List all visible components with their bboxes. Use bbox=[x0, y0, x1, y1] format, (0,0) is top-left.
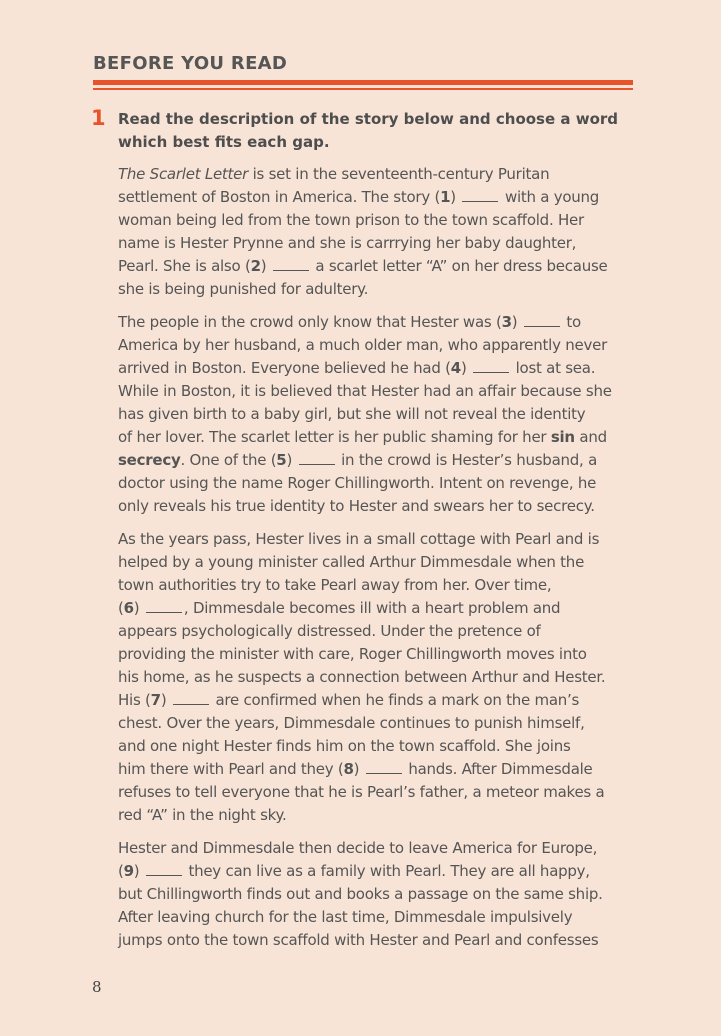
text-line: jumps onto the town scaffold with Hester and Pearl and confesses bbox=[118, 931, 599, 949]
text-segment: hands. After Dimmesdale bbox=[403, 760, 593, 778]
text-line: name is Hester Prynne and she is carrrying her baby daughter, bbox=[118, 234, 577, 252]
title-rule-thick bbox=[93, 80, 633, 85]
gap-blank-9 bbox=[146, 863, 182, 876]
text-line: she is being punished for adultery. bbox=[118, 280, 369, 298]
gap-number-2: 2 bbox=[250, 257, 261, 275]
paragraph-3 bbox=[118, 528, 638, 827]
gap-blank-5 bbox=[299, 452, 335, 465]
book-title: The Scarlet Letter bbox=[118, 165, 249, 183]
text-line: As the years pass, Hester lives in a small cottage with Pearl and is bbox=[118, 530, 600, 548]
text-segment: are confirmed when he finds a mark on the man’s bbox=[210, 691, 580, 709]
text-segment: of her lover. The scarlet letter is her public shaming for her bbox=[118, 428, 551, 446]
gap-blank-1 bbox=[462, 189, 498, 202]
instruction-line-1: Read the description of the story below and choose a word bbox=[118, 110, 619, 128]
text-line: chest. Over the years, Dimmesdale continues to punish himself, bbox=[118, 714, 585, 732]
paragraph-1 bbox=[118, 163, 638, 301]
text-segment: The people in the crowd only know that Hester was ( bbox=[118, 313, 502, 331]
text-line bbox=[118, 311, 638, 334]
text-line bbox=[118, 449, 638, 472]
text-line: providing the minister with care, Roger Chillingworth moves into bbox=[118, 645, 587, 663]
gap-number-5: 5 bbox=[276, 451, 287, 469]
text-line: town authorities try to take Pearl away from her. Over time, bbox=[118, 576, 552, 594]
gap-number-4: 4 bbox=[450, 359, 461, 377]
text-segment: a scarlet letter “A” on her dress because bbox=[310, 257, 608, 275]
text-segment: ) bbox=[286, 451, 297, 469]
text-segment: ) bbox=[460, 359, 472, 377]
text-line bbox=[118, 357, 638, 380]
gap-blank-6 bbox=[146, 600, 182, 613]
text-segment: His ( bbox=[118, 691, 151, 709]
text-segment: ) bbox=[133, 599, 144, 617]
text-segment: they can live as a family with Pearl. They are all happy, bbox=[183, 862, 590, 880]
text-line bbox=[118, 186, 638, 209]
text-segment: ( bbox=[118, 599, 124, 617]
text-segment: settlement of Boston in America. The story ( bbox=[118, 188, 441, 206]
gap-number-8: 8 bbox=[343, 760, 354, 778]
gap-number-7: 7 bbox=[150, 691, 161, 709]
text-line: has given birth to a baby girl, but she will not reveal the identity bbox=[118, 405, 586, 423]
text-segment: ) bbox=[450, 188, 461, 206]
gap-number-9: 9 bbox=[123, 862, 134, 880]
text-segment: arrived in Boston. Everyone believed he had ( bbox=[118, 359, 451, 377]
gap-blank-8 bbox=[366, 761, 402, 774]
vocab-word-secrecy: secrecy bbox=[118, 451, 181, 469]
paragraph-4 bbox=[118, 837, 638, 952]
gap-blank-7 bbox=[173, 692, 209, 705]
text-segment: in the crowd is Hester’s husband, a bbox=[336, 451, 598, 469]
text-segment: . One of the ( bbox=[180, 451, 277, 469]
text-line: doctor using the name Roger Chillingworth. Intent on revenge, he bbox=[118, 474, 597, 492]
text-segment: ) bbox=[353, 760, 364, 778]
text-segment: with a young bbox=[500, 188, 600, 206]
text-segment: , Dimmesdale becomes ill with a heart problem and bbox=[183, 599, 561, 617]
text-line: and one night Hester finds him on the town scaffold. She joins bbox=[118, 737, 571, 755]
text-line: While in Boston, it is believed that Hester had an affair because she bbox=[118, 382, 612, 400]
text-segment: Pearl. She is also ( bbox=[118, 257, 251, 275]
text-segment: ) bbox=[133, 862, 144, 880]
text-line: helped by a young minister called Arthur Dimmesdale when the bbox=[118, 553, 585, 571]
text-segment: ) bbox=[260, 257, 271, 275]
text-line: only reveals his true identity to Hester and swears her to secrecy. bbox=[118, 497, 595, 515]
gap-number-3: 3 bbox=[501, 313, 512, 331]
text-line: America by her husband, a much older man, who apparently never bbox=[118, 336, 607, 354]
text-line: woman being led from the town prison to the town scaffold. Her bbox=[118, 211, 584, 229]
text-line: appears psychologically distressed. Under the pretence of bbox=[118, 622, 541, 640]
text-line bbox=[118, 426, 638, 449]
page-number: 8 bbox=[92, 978, 102, 996]
text-segment: ) bbox=[160, 691, 171, 709]
section-title: BEFORE YOU READ bbox=[93, 53, 288, 74]
text-segment: ) bbox=[511, 313, 522, 331]
text-line bbox=[118, 758, 638, 781]
text-line bbox=[118, 163, 638, 186]
text-segment: him there with Pearl and they ( bbox=[118, 760, 344, 778]
text-line: red “A” in the night sky. bbox=[118, 806, 287, 824]
vocab-word-sin: sin bbox=[550, 428, 575, 446]
text-segment: and bbox=[574, 428, 607, 446]
text-line: but Chillingworth finds out and books a passage on the same ship. bbox=[118, 885, 603, 903]
text-segment: ( bbox=[118, 862, 124, 880]
story-description bbox=[118, 163, 638, 962]
gap-blank-4 bbox=[473, 360, 509, 373]
text-line: After leaving church for the last time, Dimmesdale impulsively bbox=[118, 908, 573, 926]
text-line bbox=[118, 255, 638, 278]
title-rule-thin bbox=[93, 88, 633, 90]
text-line bbox=[118, 689, 638, 712]
text-segment: is set in the seventeenth-century Puritan bbox=[248, 165, 550, 183]
gap-blank-3 bbox=[524, 314, 560, 327]
exercise-number: 1 bbox=[91, 106, 106, 130]
text-segment: lost at sea. bbox=[511, 359, 596, 377]
text-segment: to bbox=[561, 313, 581, 331]
instruction-line-2: which best fits each gap. bbox=[118, 133, 330, 151]
text-line: refuses to tell everyone that he is Pearl’s father, a meteor makes a bbox=[118, 783, 605, 801]
paragraph-2 bbox=[118, 311, 638, 518]
exercise-instruction bbox=[118, 108, 638, 154]
text-line: his home, as he suspects a connection between Arthur and Hester. bbox=[118, 668, 606, 686]
gap-number-1: 1 bbox=[440, 188, 451, 206]
text-line: Hester and Dimmesdale then decide to leave America for Europe, bbox=[118, 839, 598, 857]
gap-blank-2 bbox=[273, 258, 309, 271]
text-line bbox=[118, 597, 638, 620]
gap-number-6: 6 bbox=[123, 599, 134, 617]
text-line bbox=[118, 860, 638, 883]
